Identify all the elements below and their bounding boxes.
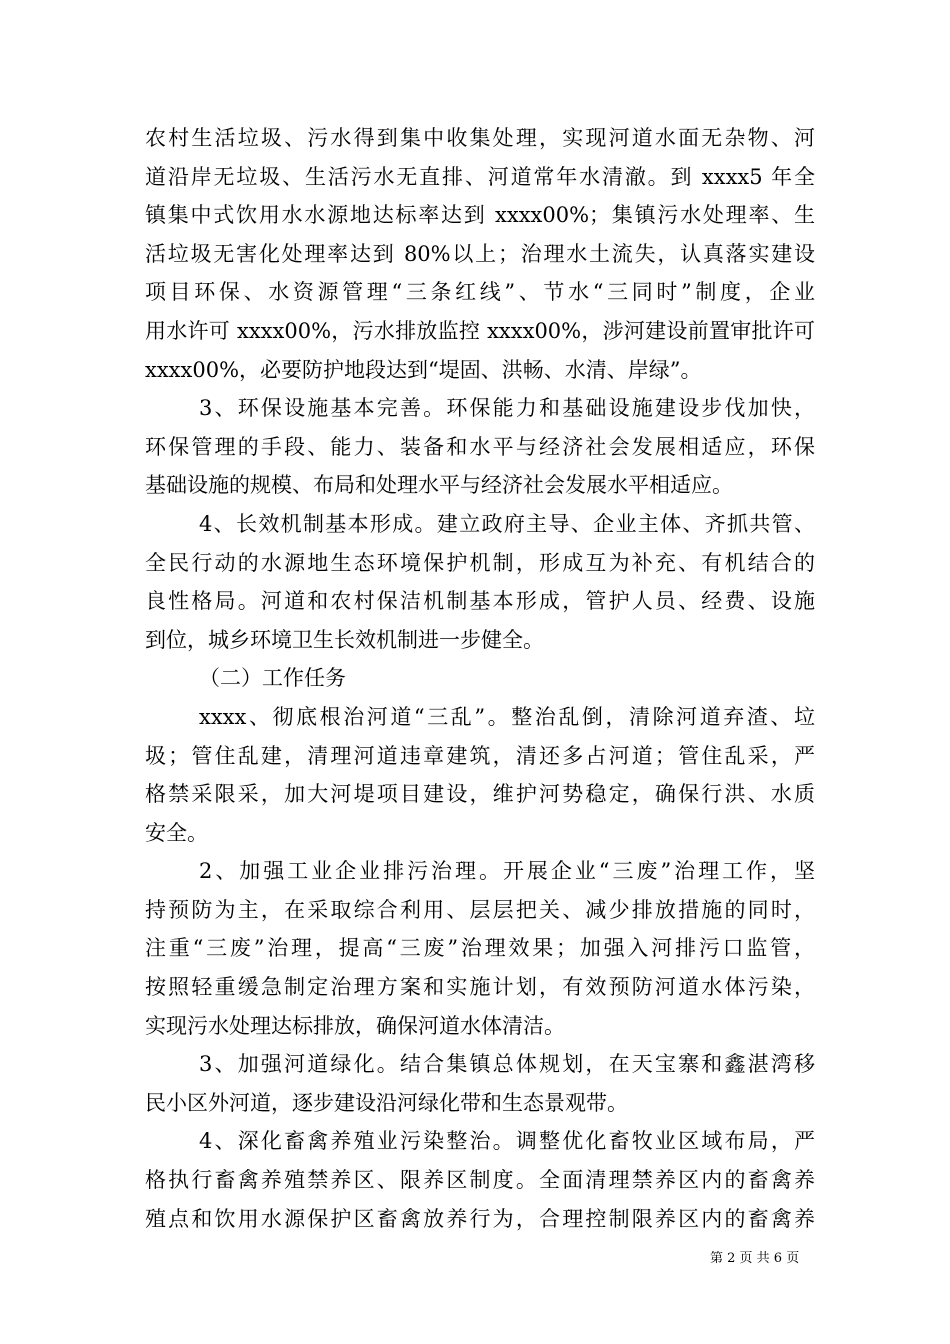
- text-line: 用水许可 xxxx00%，污水排放监控 xxxx00%，涉河建设前置审批许可: [145, 318, 815, 343]
- text-line: 道沿岸无垃圾、生活污水无直排、河道常年水清澈。到 xxxx5 年全: [145, 164, 815, 189]
- text-line: 实现污水处理达标排放，确保河道水体清洁。: [145, 1013, 565, 1038]
- text-line: 格执行畜禽养殖禁养区、限养区制度。全面清理禁养区内的畜禽养: [145, 1168, 815, 1193]
- text-line: xxxx00%，必要防护地段达到“堤固、洪畅、水清、岸绿”。: [145, 357, 702, 382]
- text-line: 4、深化畜禽养殖业污染整治。调整优化畜牧业区域布局，严: [199, 1129, 815, 1154]
- text-line: 注重“三废”治理，提高“三废”治理效果；加强入河排污口监管，: [145, 936, 815, 961]
- text-line: 3、环保设施基本完善。环保能力和基础设施建设步伐加快，: [199, 396, 815, 421]
- text-line: 2、加强工业企业排污治理。开展企业“三废”治理工作，坚: [199, 859, 815, 884]
- text-line: 活垃圾无害化处理率达到 80%以上；治理水土流失，认真落实建设: [145, 241, 815, 266]
- text-line: 农村生活垃圾、污水得到集中收集处理，实现河道水面无杂物、河: [145, 126, 815, 150]
- text-line: 安全。: [145, 820, 208, 845]
- text-line: 4、长效机制基本形成。建立政府主导、企业主体、齐抓共管、: [199, 511, 815, 536]
- text-line: 按照轻重缓急制定治理方案和实施计划，有效预防河道水体污染，: [145, 975, 815, 1000]
- text-line: （二）工作任务: [199, 666, 346, 691]
- text-line: 全民行动的水源地生态环境保护机制，形成互为补充、有机结合的: [145, 550, 815, 575]
- text-line: 项目环保、水资源管理“三条红线”、节水“三同时”制度，企业: [145, 280, 815, 305]
- text-line: 环保管理的手段、能力、装备和水平与经济社会发展相适应，环保: [145, 434, 815, 459]
- text-line: 到位，城乡环境卫生长效机制进一步健全。: [145, 627, 544, 652]
- text-line: 3、加强河道绿化。结合集镇总体规划，在天宝寨和鑫湛湾移: [199, 1052, 815, 1077]
- text-line: 持预防为主，在采取综合利用、层层把关、减少排放措施的同时，: [145, 897, 815, 922]
- page-number: 第 2 页 共 6 页: [710, 1251, 800, 1266]
- text-line: 格禁采限采，加大河堤项目建设，维护河势稳定，确保行洪、水质: [145, 782, 815, 807]
- document-body: [145, 119, 815, 1238]
- text-line: 良性格局。河道和农村保洁机制基本形成，管护人员、经费、设施: [145, 589, 815, 614]
- text-line: 镇集中式饮用水水源地达标率达到 xxxx00%；集镇污水处理率、生: [145, 203, 815, 228]
- text-line: xxxx、彻底根治河道“三乱”。整治乱倒，清除河道弃渣、垃: [199, 704, 815, 729]
- text-line: 民小区外河道，逐步建设沿河绿化带和生态景观带。: [145, 1090, 628, 1115]
- text-line: 圾；管住乱建，清理河道违章建筑，清还多占河道；管住乱采，严: [145, 743, 815, 768]
- text-line: 殖点和饮用水源保护区畜禽放养行为，合理控制限养区内的畜禽养: [145, 1206, 815, 1231]
- text-line: 基础设施的规模、布局和处理水平与经济社会发展水平相适应。: [145, 473, 733, 498]
